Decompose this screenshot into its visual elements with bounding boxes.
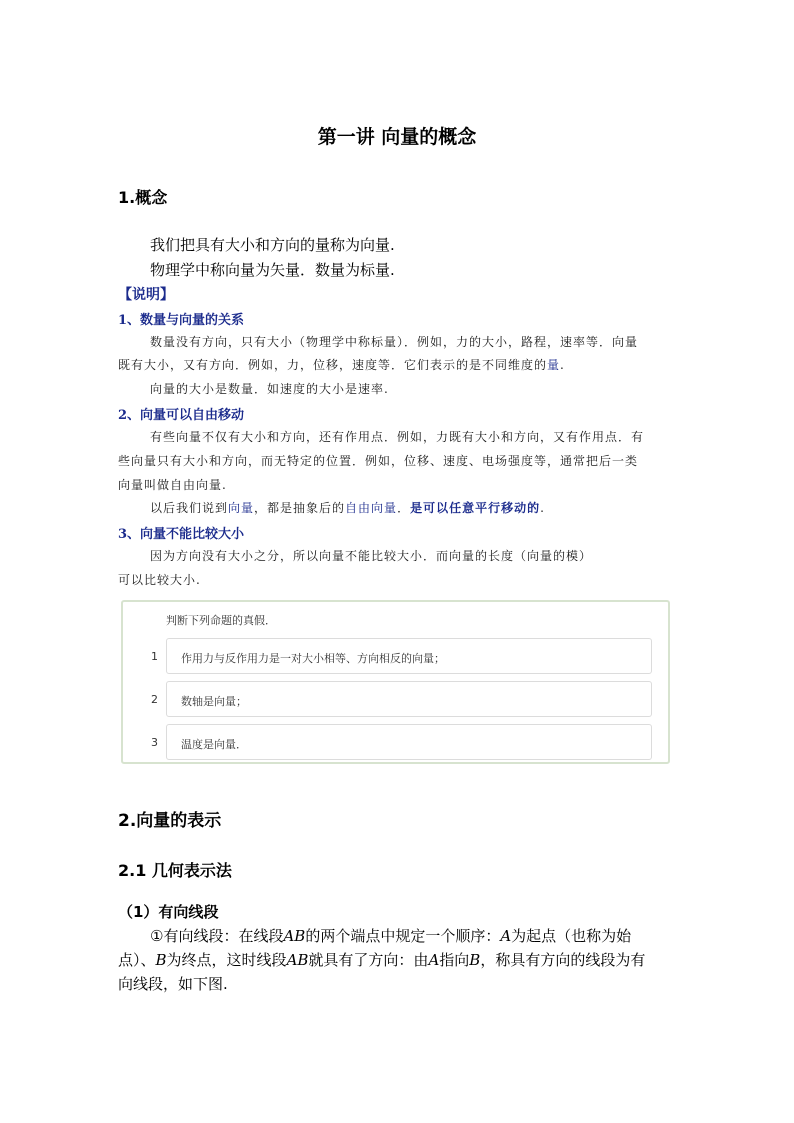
note-p1-line-3: 向量的大小是数量．如速度的大小是速率. xyxy=(150,382,389,396)
note-p3-line-1: 因为方向没有大小之分，所以向量不能比较大小．而向量的长度（向量的模） xyxy=(150,549,593,563)
quiz-item-3[interactable] xyxy=(123,724,672,760)
note-p1-line-1: 数量没有方向，只有大小（物理学中称标量）．例如，力的大小，路程，速率等．向量 xyxy=(150,335,639,349)
note-heading-3: 3、向量不能比较大小 xyxy=(118,527,245,542)
note-p2-line-3: 向量叫做自由向量. xyxy=(118,478,227,492)
note-p1-line-2: 既有大小，又有方向．例如，力，位移，速度等．它们表示的是不同维度的量. xyxy=(118,358,565,372)
section-heading-concept: 1.概念 xyxy=(118,188,168,207)
quiz-item-1[interactable] xyxy=(123,638,672,674)
item-heading-directed-segment: （1）有向线段 xyxy=(118,903,219,921)
quiz-item-text: 作用力与反作用力是一对大小相等、方向相反的向量； xyxy=(181,652,445,665)
note-p2-line-1: 有些向量不仅有大小和方向，还有作用点．例如，力既有大小和方向，又有作用点．有 xyxy=(150,430,645,444)
quiz-item-number: 3 xyxy=(151,736,158,749)
true-false-quiz xyxy=(121,600,670,764)
note-p2-line-2: 些向量只有大小和方向，而无特定的位置．例如，位移、速度、电场强度等，通常把后一类 xyxy=(118,454,639,468)
concept-line-2: 物理学中称向量为矢量．数量为标量. xyxy=(150,261,395,279)
quiz-item-text: 数轴是向量； xyxy=(181,695,247,708)
quiz-prompt: 判断下列命题的真假． xyxy=(166,614,276,627)
quiz-answer-box[interactable] xyxy=(166,724,652,760)
note-heading-2: 2、向量可以自由移动 xyxy=(118,408,245,423)
note-p2-line-4: 以后我们说到向量，都是抽象后的自由向量．是可以任意平行移动的. xyxy=(150,501,545,515)
quiz-item-number: 1 xyxy=(151,650,158,663)
directed-segment-line-2: 点）、B为终点，这时线段AB就具有了方向：由A指向B，称具有方向的线段为有 xyxy=(118,951,646,969)
quiz-answer-box[interactable] xyxy=(166,638,652,674)
quiz-item-text: 温度是向量． xyxy=(181,738,247,751)
directed-segment-line-1: ①有向线段：在线段AB的两个端点中规定一个顺序：A为起点（也称为始 xyxy=(150,927,632,945)
quiz-item-number: 2 xyxy=(151,693,158,706)
section-heading-representation: 2.向量的表示 xyxy=(118,811,222,831)
concept-line-1: 我们把具有大小和方向的量称为向量. xyxy=(150,236,395,254)
directed-segment-line-3: 向线段，如下图. xyxy=(118,975,228,993)
note-heading-1: 1、数量与向量的关系 xyxy=(118,313,245,328)
quiz-answer-box[interactable] xyxy=(166,681,652,717)
page-title: 第一讲 向量的概念 xyxy=(317,126,477,148)
note-label: 【说明】 xyxy=(118,287,174,303)
quiz-item-2[interactable] xyxy=(123,681,672,717)
note-p3-line-2: 可以比较大小. xyxy=(118,573,201,587)
subsection-heading-geometric: 2.1 几何表示法 xyxy=(118,861,232,880)
